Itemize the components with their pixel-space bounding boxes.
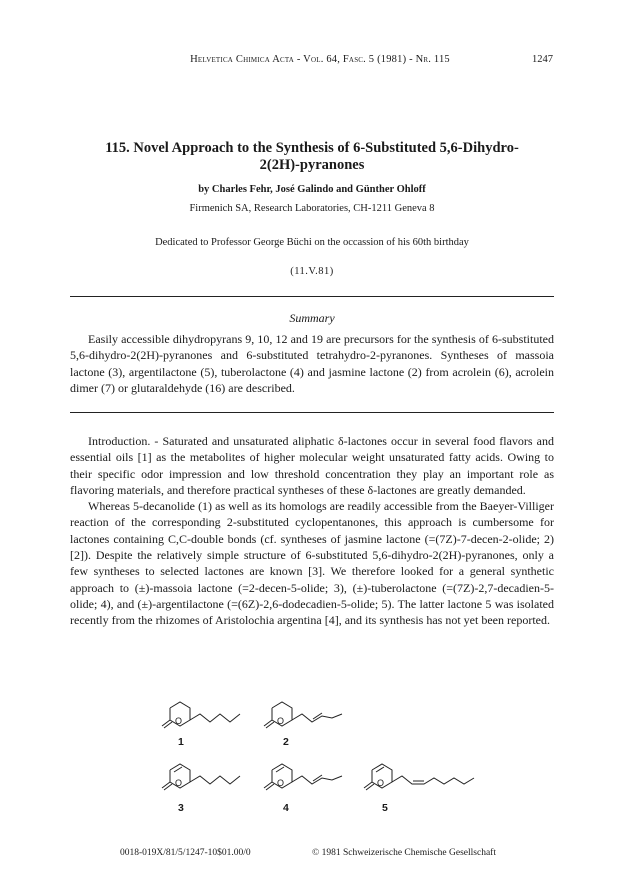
introduction-paragraph-2: Whereas 5-decanolide (1) as well as its homologs are readily accessible from the Baeyer-Villiger reaction of the corresponding 2-substituted cyclopentanones, this approach is cumbersome for lactones containing C,C-double bonds (cf. syntheses of jasmine lactone (=(7Z)-7-decen-2-olide; 2) [2]). Despite the relatively simple structure of 6-substituted 5,6-dihydro-2(2H)-pyranones, only a few syntheses to selected lactones are known [3]. We therefore looked for a general synthetic approach to (±)-massoia lactone (=2-decen-5-olide; 3), (±)-tuberolactone (=(7Z)-2,7-decadien-5-olide; 4), and (±)-argentilactone (=(6Z)-2,6-dodecadien-5-olide; 5). The latter lactone 5 was isolated recently from the rhizomes of Aristolochia argentina [4], and its synthesis has not yet been reported. [70, 499, 554, 628]
structure-3-ring-oxygen: O [175, 778, 183, 788]
summary-text [70, 331, 554, 396]
structure-label-3: 3 [178, 802, 184, 814]
introduction-section [70, 433, 554, 629]
footer-code: 0018-019X/81/5/1247-10$01.00/0 [120, 848, 251, 858]
introduction-paragraph-1: Introduction. - Saturated and unsaturated aliphatic δ-lactones occur in several food flavors and essential oils [1] as the metabolites of higher molecular weight unsaturated fatty acids. Owing to their specific odor impression and low threshold concentration they play an important role as flavoring materials, and therefore practical syntheses of these δ-lactones are greatly demanded. [70, 434, 554, 497]
structure-label-1: 1 [178, 736, 184, 748]
structure-2-drawing [264, 702, 342, 728]
chemical-structures [150, 694, 490, 824]
article-authors: by Charles Fehr, José Galindo and Günther Ohloff [198, 184, 426, 195]
structure-4-ring-oxygen: O [277, 778, 285, 788]
structure-1-drawing [162, 702, 240, 728]
structure-3-drawing [162, 764, 240, 790]
article-title [100, 140, 524, 174]
structure-5-ring-oxygen: O [377, 778, 385, 788]
article-title-text: 115. Novel Approach to the Synthesis of 6-Substituted 5,6-Dihydro-2(2H)-pyranones [105, 140, 519, 173]
footer-copyright: © 1981 Schweizerische Chemische Gesellschaft [312, 848, 496, 858]
article-dedication: Dedicated to Professor George Büchi on the occassion of his 60th birthday [155, 237, 469, 248]
summary-bottom-rule [70, 412, 554, 413]
structure-1-ring-oxygen: O [175, 716, 183, 726]
structure-2-ring-oxygen: O [277, 716, 285, 726]
article-affiliation: Firmenich SA, Research Laboratories, CH-1211 Geneva 8 [189, 203, 435, 214]
structure-label-2: 2 [283, 736, 289, 748]
summary-heading: Summary [289, 311, 335, 325]
structure-label-4: 4 [283, 802, 289, 814]
summary-paragraph: Easily accessible dihydropyrans 9, 10, 12 and 19 are precursors for the synthesis of 6-substituted 5,6-dihydro-2(2H)-pyranones and 6-substituted tetrahydro-2-pyranones. Syntheses of massoia lactone (3), argentilactone (5), tuberolactone (4) and jasmine lactone (2) from acrolein (6), acrolein dimer (7) or glutaraldehyde (16) are described. [70, 332, 554, 395]
article-date: (11.V.81) [290, 266, 334, 277]
structure-4-drawing [264, 764, 342, 790]
summary-top-rule [70, 296, 554, 297]
page-number: 1247 [532, 54, 553, 65]
structure-label-5: 5 [382, 802, 388, 814]
journal-citation: Helvetica Chimica Acta - Vol. 64, Fasc. 5 (1981) - Nr. 115 [190, 54, 450, 65]
